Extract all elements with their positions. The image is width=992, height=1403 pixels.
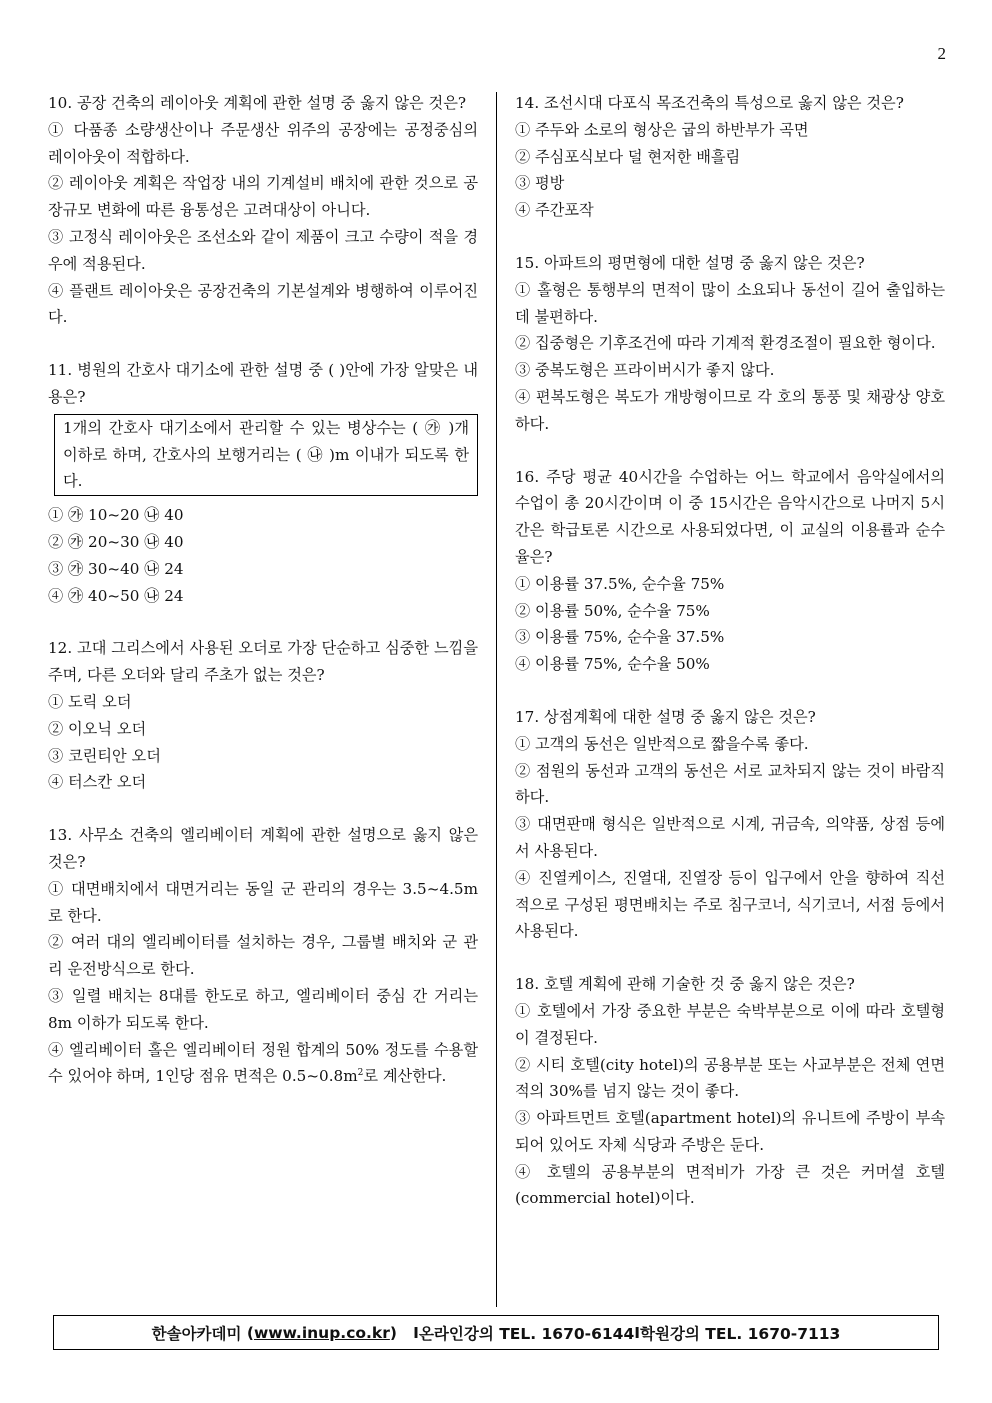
option-3: ③ 일렬 배치는 8대를 한도로 하고, 엘리베이터 중심 간 거리는 8m 이하가 되도록 한다. <box>48 986 478 1032</box>
option-3: ③ 대면판매 형식은 일반적으로 시계, 귀금속, 의약품, 상점 등에서 사용된다. <box>515 815 945 860</box>
option-4: ④ 주간포작 <box>515 201 594 220</box>
question-15 <box>515 250 945 438</box>
option-2: ② 이오닉 오더 <box>48 719 147 738</box>
option-4: ④ 진열케이스, 진열대, 진열장 등이 입구에서 안을 향하여 직선적으로 구성된 평면배치는 주로 침구코너, 식기코너, 서점 등에서 사용된다. <box>515 868 945 941</box>
question-title: 12. 고대 그리스에서 사용된 오더로 가장 단순하고 심중한 느낌을 주며, 다른 오더와 달리 주초가 없는 것은? <box>48 639 478 685</box>
option-4: ④ 터스칸 오더 <box>48 773 147 792</box>
question-16 <box>515 464 945 678</box>
option-4: ④ 편복도형은 복도가 개방형이므로 각 호의 통풍 및 채광상 양호하다. <box>515 387 945 433</box>
option-3: ③ 고정식 레이아웃은 조선소와 같이 제품이 크고 수량이 적을 경우에 적용된다. <box>48 227 478 273</box>
option-3: ③ 중복도형은 프라이버시가 좋지 않다. <box>515 361 775 380</box>
website-link[interactable]: www.inup.co.kr <box>253 1323 390 1342</box>
option-3: ③ 평방 <box>515 174 565 193</box>
option-2: ② ㉮ 20~30 ㉯ 40 <box>48 532 184 551</box>
option-4: ④ 이용률 75%, 순수율 50% <box>515 655 710 674</box>
question-11 <box>48 357 478 609</box>
question-18 <box>515 971 945 1212</box>
option-3: ③ 코린티안 오더 <box>48 746 161 765</box>
question-title: 11. 병원의 간호사 대기소에 관한 설명 중 ( )안에 가장 알맞은 내용은? <box>48 361 478 406</box>
option-4: ④ 플랜트 레이아웃은 공장건축의 기본설계와 병행하여 이루어진다. <box>48 281 478 327</box>
option-1: ① 도릭 오더 <box>48 692 132 711</box>
footer-bar: 한솔아카데미 ( www.inup.co.kr ) I 온라인강의 TEL. 1670-6144 I 학원강의 TEL. 1670-7113 <box>53 1315 939 1350</box>
option-1: ① 다품종 소량생산이나 주문생산 위주의 공장에는 공정중심의 레이아웃이 적합하다. <box>48 120 478 166</box>
option-2: ② 여러 대의 엘리베이터를 설치하는 경우, 그룹별 배치와 군 관리 운전방식으로 한다. <box>48 933 478 979</box>
option-1: ① ㉮ 10~20 ㉯ 40 <box>48 506 184 525</box>
option-1: ① 대면배치에서 대면거리는 동일 군 관리의 경우는 3.5~4.5m로 한다. <box>48 879 478 925</box>
question-10 <box>48 90 478 331</box>
academy-name: 한솔아카데미 <box>151 1324 242 1343</box>
option-2: ② 집중형은 기후조건에 따라 기계적 환경조절이 필요한 형이다. <box>515 334 936 353</box>
separator: I <box>634 1323 641 1342</box>
option-4-tail: 로 계산한다. <box>363 1067 447 1086</box>
question-title: 17. 상점계획에 대한 설명 중 옳지 않은 것은? <box>515 707 816 726</box>
question-title: 14. 조선시대 다포식 목조건축의 특성으로 옳지 않은 것은? <box>515 94 904 112</box>
page-number: 2 <box>937 44 946 63</box>
column-divider <box>496 92 497 1307</box>
question-17 <box>515 704 945 945</box>
option-3: ③ 이용률 75%, 순수율 37.5% <box>515 628 725 647</box>
separator: I <box>413 1323 419 1342</box>
question-12 <box>48 635 478 796</box>
option-4 <box>48 1037 478 1091</box>
option-2: ② 주심포식보다 덜 현저한 배흘림 <box>515 147 741 166</box>
superscript: 2 <box>357 1068 364 1079</box>
option-4: ④ 호텔의 공용부분의 면적비가 가장 큰 것은 커머셜 호텔(commercial hotel)이다. <box>515 1162 945 1208</box>
option-2: ② 이용률 50%, 순수율 75% <box>515 601 710 620</box>
option-2: ② 레이아웃 계획은 작업장 내의 기계설비 배치에 관한 것으로 공장규모 변화에 따른 융통성은 고려대상이 아니다. <box>48 174 478 220</box>
question-13 <box>48 822 478 1090</box>
option-3: ③ ㉮ 30~40 ㉯ 24 <box>48 559 184 578</box>
question-14 <box>515 90 945 224</box>
left-column <box>48 90 478 1116</box>
option-1: ① 이용률 37.5%, 순수율 75% <box>515 574 725 593</box>
option-4-text: ④ 엘리베이터 홀은 엘리베이터 정원 합계의 50% 정도를 수용할 수 있어야 하며, 1인당 점유 면적은 0.5~0.8m <box>48 1040 478 1086</box>
option-4: ④ ㉮ 40~50 ㉯ 24 <box>48 586 184 605</box>
option-1: ① 고객의 동선은 일반적으로 짧을수록 좋다. <box>515 734 809 753</box>
fill-in-box: 1개의 간호사 대기소에서 관리할 수 있는 병상수는 ( ㉮ )개 이하로 하며, 간호사의 보행거리는 ( ㉯ )m 이내가 되도록 한다. <box>54 414 478 496</box>
question-title: 16. 주당 평균 40시간을 수업하는 어느 학교에서 음악실에서의 수업이 총 20시간이며 이 중 15시간은 음악시간으로 나머지 5시간은 학급토론 시간으로 사용되었다면, 이 교실의 이용률과 순수율은? <box>515 467 945 566</box>
online-phone: 온라인강의 TEL. 1670-6144 <box>418 1324 635 1343</box>
option-1: ① 호텔에서 가장 중요한 부분은 숙박부분으로 이에 따라 호텔형이 결정된다. <box>515 1001 945 1047</box>
question-title: 15. 아파트의 평면형에 대한 설명 중 옳지 않은 것은? <box>515 253 865 272</box>
question-title: 13. 사무소 건축의 엘리베이터 계획에 관한 설명으로 옳지 않은 것은? <box>48 826 478 871</box>
question-title: 18. 호텔 계획에 관해 기술한 것 중 옳지 않은 것은? <box>515 975 855 994</box>
question-title: 10. 공장 건축의 레이아웃 계획에 관한 설명 중 옳지 않은 것은? <box>48 94 467 112</box>
option-1: ① 주두와 소로의 형상은 굽의 하반부가 곡면 <box>515 120 809 139</box>
option-1: ① 홀형은 통행부의 면적이 많이 소요되나 동선이 길어 출입하는데 불편하다. <box>515 280 945 326</box>
offline-phone: 학원강의 TEL. 1670-7113 <box>640 1324 841 1343</box>
option-3: ③ 아파트먼트 호텔(apartment hotel)의 유니트에 주방이 부속되어 있어도 자체 식당과 주방은 둔다. <box>515 1109 945 1154</box>
right-column <box>515 90 945 1238</box>
option-2: ② 점원의 동선과 고객의 동선은 서로 교차되지 않는 것이 바람직하다. <box>515 761 945 807</box>
option-2: ② 시티 호텔(city hotel)의 공용부분 또는 사교부분은 전체 연면적의 30%를 넘지 않는 것이 좋다. <box>515 1055 945 1101</box>
